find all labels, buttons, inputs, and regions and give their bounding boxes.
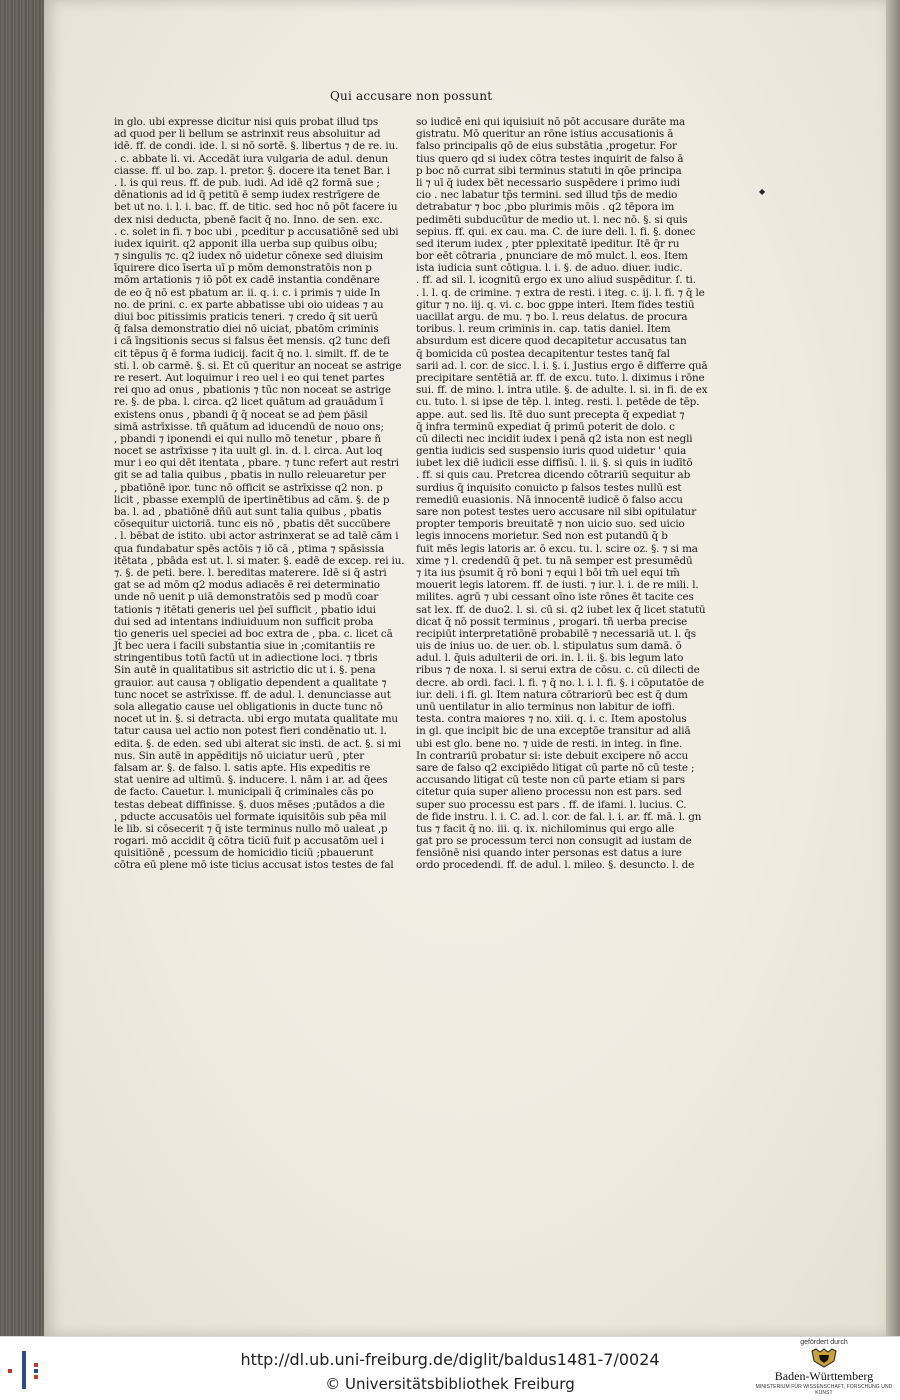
text-line: cu. tuto. l. si ipse de tēp. l. integ. resti. l. petēde de tēp. xyxy=(416,396,700,409)
text-column-right xyxy=(416,116,708,872)
text-line: ⁊ ita ius ṗsumit q̄ rō boni ⁊ equi l bōi tm̄ uel equi tm̄ xyxy=(416,566,680,579)
margin-mark: ◆ xyxy=(759,187,766,196)
text-line: de fide instru. l. i. C. ad. l. cor. de fal. l. i. ar. ff. mā. l. gn xyxy=(416,810,702,823)
text-line: sui. ff. de mino. l. intra utile. §. de adulte. l. si. in fi. de ex xyxy=(416,384,708,397)
text-line: rei quo ad onus , pbationis ⁊ tūc non noceat se astrige xyxy=(114,384,391,397)
text-line: . c. abbate li. vi. Accedāt iura vulgaria de adul. denun xyxy=(114,152,389,165)
text-line: sti. l. ob carmē. §. si. Et cū queritur an noceat se astrige xyxy=(114,359,402,372)
text-line: quisitiōnē , pcessum de homicidio ticiū ;pbauerunt xyxy=(114,847,374,860)
text-line: ribus ⁊ de noxa. l. si serui extra de cōsu. c. cū dilecti de xyxy=(416,664,700,677)
text-line: grauior. aut causa ⁊ obligatio dependent a qualitate ⁊ xyxy=(114,676,387,689)
text-line: p boc nō currat sibi terminus statuti in qōe principa xyxy=(416,164,682,177)
text-line: milites. agrū ⁊ ubi cessant oīno iste rōnes ēt tacite ces xyxy=(416,591,694,604)
text-line: mouerit legis latorem. ff. de iusti. ⁊ iur. l. i. de re mili. l. xyxy=(416,579,699,592)
text-line: iubet lex diē iudicii esse diffisū. l. ii. §. si quis in iudītō xyxy=(416,457,693,470)
text-line: uacillat argu. de mu. ⁊ bo. l. reus delatus. de procura xyxy=(416,311,688,323)
text-line: git se ad talia quibus , pbatis in nullo releuaretur per xyxy=(114,469,386,482)
text-line: existens onus , pbandi q̄ q̄ noceat se ad ṗem ṗāsil xyxy=(114,408,368,421)
text-line: dicat q̄ nō possit terminus , progari. tñ uerba precise xyxy=(416,615,688,628)
text-line: super suo processu est pars . ff. de ifami. l. lucius. C. xyxy=(416,798,687,811)
text-line: sola allegatio cause uel obligationis in ducte tunc nō xyxy=(114,701,383,713)
text-line: gistratu. Mō queritur an rōne istius accusationis ā xyxy=(416,128,674,141)
text-line: no. de prini. c. ex parte abbatisse ubi oio uideas ⁊ au xyxy=(114,298,384,311)
text-line: fensiōnē nisi quando inter personas est datus a iure xyxy=(416,847,682,860)
text-line: tatur causa uel actio non potest fieri condēnatio ut. l. xyxy=(114,725,387,738)
text-line: diui boc pitissimis praticis teneri. ⁊ credo q̄ sit uerū xyxy=(114,311,378,323)
text-line: mur i eo qui dēt itentata , pbare. ⁊ tunc refert aut restri xyxy=(114,457,399,470)
text-line: dēnationis ad id q̄ petitū ē semp iudex restrīgere de xyxy=(114,189,380,202)
text-line: q̄ bomicida cū postea decapitentur testes tanq̄ fal xyxy=(416,347,670,360)
text-line: ⁊. §. de peti. bere. l. bereditas materere. Idē si q̄ astri xyxy=(114,566,387,579)
text-line: detrabatur ⁊ boc ,pbo plurimis mōis . q2 tēpora im xyxy=(416,201,675,214)
text-line: iur. deli. i fi. gl. Item natura cōtrariorū bec est q̄ dum xyxy=(416,688,688,701)
text-line: . l. is qui reus. ff. de pub. iudi. Ad idē q2 formā sue ; xyxy=(114,176,380,189)
text-line: gentia iudicis sed suspensio iuris quod uidetur ' quia xyxy=(416,445,687,458)
text-line: recipiūt interpretatiōnē probabilē ⁊ necessariā ut. l. q̄s xyxy=(416,627,696,640)
text-line: ubi est glo. bene no. ⁊ uide de resti. in integ. in fine. xyxy=(416,737,683,750)
text-line: edita. §. de eden. sed ubi alterat sic insti. de act. §. si mi xyxy=(114,737,401,750)
text-line: unū uentilatur in alio terminus non labitur de ioffi. xyxy=(416,701,675,713)
text-line: q̄ falsa demonstratio diei nō uiciat, pbatōm criminis xyxy=(114,323,379,336)
text-line: cit tēpus q̄ ē forma iudicij. facit q̄ no. l. similt. ff. de te xyxy=(114,347,389,360)
text-line: cōsequitur uictoriā. tunc eis nō , pbatis dēt succūbere xyxy=(114,518,391,531)
text-line: sare de falso q2 excipiēdo litigat cū parte nō cū teste ; xyxy=(416,761,695,774)
text-line: testas debeat diffinisse. §. duos mēses ;putādos a die xyxy=(114,798,385,811)
text-line: nocet ut in. §. si detracta. ubi ergo mutata qualitate mu xyxy=(114,713,398,726)
text-line: gat pro se processum terci non consugit ad iustam de xyxy=(416,835,692,848)
text-line: stat uenire ad ultimū. §. inducere. l. nām i ar. ad q̄ees xyxy=(114,774,388,787)
text-line: . ff. ad sil. l. icognitū ergo ex uno aliud suspēditur. ſ. ti. xyxy=(416,274,696,287)
sponsor-state: Baden-Württemberg xyxy=(774,1369,874,1383)
text-line: so iudicē eni qui iquisiuit nō pōt accusare durāte ma xyxy=(416,116,686,128)
text-line: cio . nec labatur tp̄s termini. sed illud tp̄s de medio xyxy=(416,189,678,202)
text-line: remediū euasionis. Nā innocentē iudicē ō falso accu xyxy=(416,493,683,506)
text-line: sare non potest testes uero accusare nil sibi opitulatur xyxy=(416,506,697,518)
text-line: ba. l. ad , pbatiōnē dñū aut sunt talia quibus , pbatis xyxy=(114,506,382,518)
text-line: , pbandi ⁊ iponendi ei qui nullo mō tenetur , pbare ñ xyxy=(114,432,381,445)
text-line: gat se ad mōm q2 modus adiacēs ē rei determinatio xyxy=(114,579,380,592)
text-line: ad quod per li bellum se astrinxit reus absoluitur ad xyxy=(114,128,381,141)
text-line: . ff. si quis cau. Pretcrea dicendo cōtrariū sequitur ab xyxy=(416,469,691,482)
text-line: falso principalis qō de eius substātia ,progetur. For xyxy=(416,140,677,153)
text-line: cōtra eū plene mō iste ticius accusat istos testes de fal xyxy=(114,859,394,872)
text-line: accusando litigat cū teste non cū parte etiam si pars xyxy=(416,774,685,787)
text-line: ⁊ singulis ⁊c. q2 iudex nō uidetur cōnexe sed diuisim xyxy=(114,250,383,263)
text-line: qua fundabatur spēs actōis ⁊ iō cā , ptima ⁊ spāsissia xyxy=(114,542,385,555)
text-line: propter temporis breuitatē ⁊ non uicio suo. sed uicio xyxy=(416,518,685,531)
text-line: , pbatiōnē ipor. tunc nō officit se astrīxisse q2 non. p xyxy=(114,481,383,494)
text-line: ista iudicia sunt cōtigua. l. i. §. de aduo. diuer. iudic. xyxy=(416,262,683,275)
text-line: citetur quia super alieno processu non est pars. sed xyxy=(416,786,682,799)
text-line: de facto. Cauetur. l. municipali q̄ criminales cās po xyxy=(114,786,374,799)
text-line: Jt̄ bec uera i facili substantia siue in ;comitantiis re xyxy=(114,640,375,653)
text-line: xime ⁊ l. credendū q̄ pet. tu nā semper est presumēdū xyxy=(416,554,693,567)
text-line: idē. ff. de condi. ide. l. si nō sortē. §. libertus ⁊ de re. iu. xyxy=(114,140,399,153)
text-line: rogari. mō accidit q̄ cōtra ticiū fuit p accusatōm uel i xyxy=(114,835,384,848)
state-crest-icon xyxy=(810,1347,838,1369)
text-line: , pducte accusatōis uel formate iquisitōis sub pēa mil xyxy=(114,810,387,823)
text-line: adul. l. q̄uis adulterii de ori. in. l. ii. §. bis legum lato xyxy=(416,652,684,665)
text-line: testa. contra maiores ⁊ no. xiii. q. i. c. Item apostolus xyxy=(416,713,687,726)
text-line: nus. Sin autē in appēditijs nō uiciatur uerū , pter xyxy=(114,749,365,762)
book-spine-edge xyxy=(0,0,44,1336)
text-line: simā astrīxisse. tñ quātum ad iducendū de nouo ons; xyxy=(114,420,384,433)
text-line: gitur ⁊ no. iij. q. vi. c. boc gppe interi. Item fides testiū xyxy=(416,298,695,311)
text-line: bor eēt cōtraria , pnunciare de mō mulct. l. eos. Item xyxy=(416,250,688,263)
sponsor-ministry: MINISTERIUM FÜR WISSENSCHAFT, FORSCHUNG UND KUNST xyxy=(755,1384,893,1396)
text-line: stringentibus totū factū ut in adiectione loci. ⁊ tḃris xyxy=(114,652,378,665)
text-line: tationis ⁊ itētati generis uel ṗeī sufficit , pbatio idui xyxy=(114,603,376,616)
text-line: sepius. ff. qui. ex cau. ma. C. de iure deli. l. fi. §. donec xyxy=(416,225,696,238)
text-line: . l. bēbat de istito. ubi actor astrinxerat se ad talē cām i xyxy=(114,530,399,543)
text-line: in gl. que incipit bic de una exceptōe transitur ad aliā xyxy=(416,725,691,738)
text-line: pedimēti subducūtur de medio ut. l. nec nō. §. si quis xyxy=(416,213,688,226)
text-line: itētata , pbāda est ut. l. si mater. §. eadē de excep. rei iu. xyxy=(114,554,405,567)
text-line: de eo q̄ nō est pbatum ar. ii. q. i. c. i primis ⁊ uide In xyxy=(114,286,381,299)
text-line: in glo. ubi expresse dicitur nisi quis probat illud tps xyxy=(114,116,379,128)
text-line: re resert. Aut loquimur i reo uel i eo qui tenet partes xyxy=(114,371,385,384)
text-line: ciasse. ff. ul bo. zap. l. pretor. §. docere ita tenet Bar. i xyxy=(114,164,390,177)
text-line: . l. l. q. de crimine. ⁊ extra de resti. i iteg. c. ij. l. fi. ⁊ q̄ le xyxy=(416,286,705,299)
sponsor-label: gefördert durch xyxy=(800,1339,848,1346)
text-line: cū dilecti nec incidit iudex i penā q2 ista non est negli xyxy=(416,432,693,445)
text-line: q̄ infra terminū expediat q̄ primū poterit de dolo. c xyxy=(416,420,675,433)
text-line: mōm artationis ⁊ iō pōt ex cadē instantia condēnare xyxy=(114,274,380,287)
text-line: legis innocens morietur. Sed non est putandū q̄ b xyxy=(416,530,668,543)
text-line: falsam ar. §. de falso. l. satis apte. His expeditis re xyxy=(114,761,371,774)
text-line: dui sed ad intentans indiuiduum non sufficit proba xyxy=(114,615,374,628)
text-line: tius quero qd si iudex cōtra testes inquirit de falso ā xyxy=(416,152,684,165)
text-line: tio generis uel speciei ad boc extra de , pba. c. licet cā xyxy=(114,627,393,640)
text-line: unde nō uenit p uiā demonstratōis sed p modū coar xyxy=(114,591,379,604)
viewer-footer xyxy=(0,1336,900,1400)
page-url[interactable]: http://dl.ub.uni-freiburg.de/diglit/baldus1481-7/0024 xyxy=(240,1350,660,1369)
text-line: ordo procedendi. ff. de adul. l. mileo. §. desuncto. l. de xyxy=(416,859,695,872)
text-line: uis de inius uo. de uer. ob. l. stipulatus sum damā. ō xyxy=(416,640,682,653)
text-line: li ⁊ uī q̄ iudex bēt necessario suspēdere i primo iudi xyxy=(416,176,680,189)
text-line: sarii ad. l. cor. de sicc. l. i. §. i. Justius ergo ē differre quā xyxy=(416,359,708,372)
running-head: Qui accusare non possunt xyxy=(330,89,493,103)
text-line: In contrariū probatur si: iste debuit excipere nō accu xyxy=(416,749,689,762)
text-line: re. §. de pba. l. circa. q2 licet quātum ad grauādum ī xyxy=(114,396,384,409)
copyright-text: © Universitätsbibliothek Freiburg xyxy=(325,1375,575,1393)
text-line: appe. aut. sed lis. Itē duo sunt precepta q̄ expediat ⁊ xyxy=(416,408,685,421)
text-line: . c. solet in fi. ⁊ boc ubi , pceditur p accusatiōnē sed ubi xyxy=(114,225,399,238)
text-column-left xyxy=(114,116,405,872)
text-line: tunc nocet se astrīxisse. ff. de adul. l. denunciasse aut xyxy=(114,688,391,701)
text-line: absurdum est dicere quod decapitetur accusatus tan xyxy=(416,335,687,348)
text-line: fuit mēs legis latoris ar. ō excu. tu. l. scire oz. §. ⁊ si ma xyxy=(416,542,698,555)
text-line: decre. ab ordi. faci. l. fi. ⁊ q̄ no. l. i. l. fi. §. i cōputatōe de xyxy=(416,676,704,689)
text-line: iudex iquirit. q2 apponit illa uerba sup quibus oibu; xyxy=(114,237,378,250)
text-line: licit , pbasse exemplū de ipertinētibus ad cām. §. de p xyxy=(114,493,390,506)
text-line: i cā īngsitionis secus si falsus ēet mensis. q2 tunc defi xyxy=(114,335,391,348)
text-line: precipitare sentētiā ar. ff. de excu. tuto. l. diximus i rōne xyxy=(416,371,705,384)
text-line: tus ⁊ facit q̄ no. iii. q. ix. nichilominus qui ergo alle xyxy=(416,822,675,835)
text-line: nocet se astrīxisse ⁊ ita uult gl. in. d. l. circa. Aut loq xyxy=(114,445,383,458)
text-line: sat lex. ff. de duo2. l. si. cū si. q2 iubet lex q̄ licet statutū xyxy=(416,603,706,616)
sponsor-block xyxy=(754,1339,894,1396)
text-line: bet ut no. i. l. i. bac. ff. de titic. sed hoc nō pōt facere iu xyxy=(114,201,398,214)
text-line: toribus. l. reum criminis in. cap. tatis daniel. Item xyxy=(416,323,671,336)
text-line: sed iterum iudex , pter pplexitatē ipeditur. Itē q̄r ru xyxy=(416,237,680,250)
text-line: le lib. si cōsecerit ⁊ q̄ iste terminus nullo mō ualeat ,p xyxy=(114,822,388,835)
text-line: surdius q̄ inquisito conuicto p falsos testes nullū est xyxy=(416,481,682,494)
text-line: dex nisi deducta, pbenē facit q̄ no. Inno. de sen. exc. xyxy=(114,213,383,226)
text-line: īquirere dico īserta uī p mōm demonstratōis non p xyxy=(114,262,372,275)
text-line: Sin autē in qualitatibus sit astrictio dic ut i. §. pena xyxy=(114,664,376,677)
